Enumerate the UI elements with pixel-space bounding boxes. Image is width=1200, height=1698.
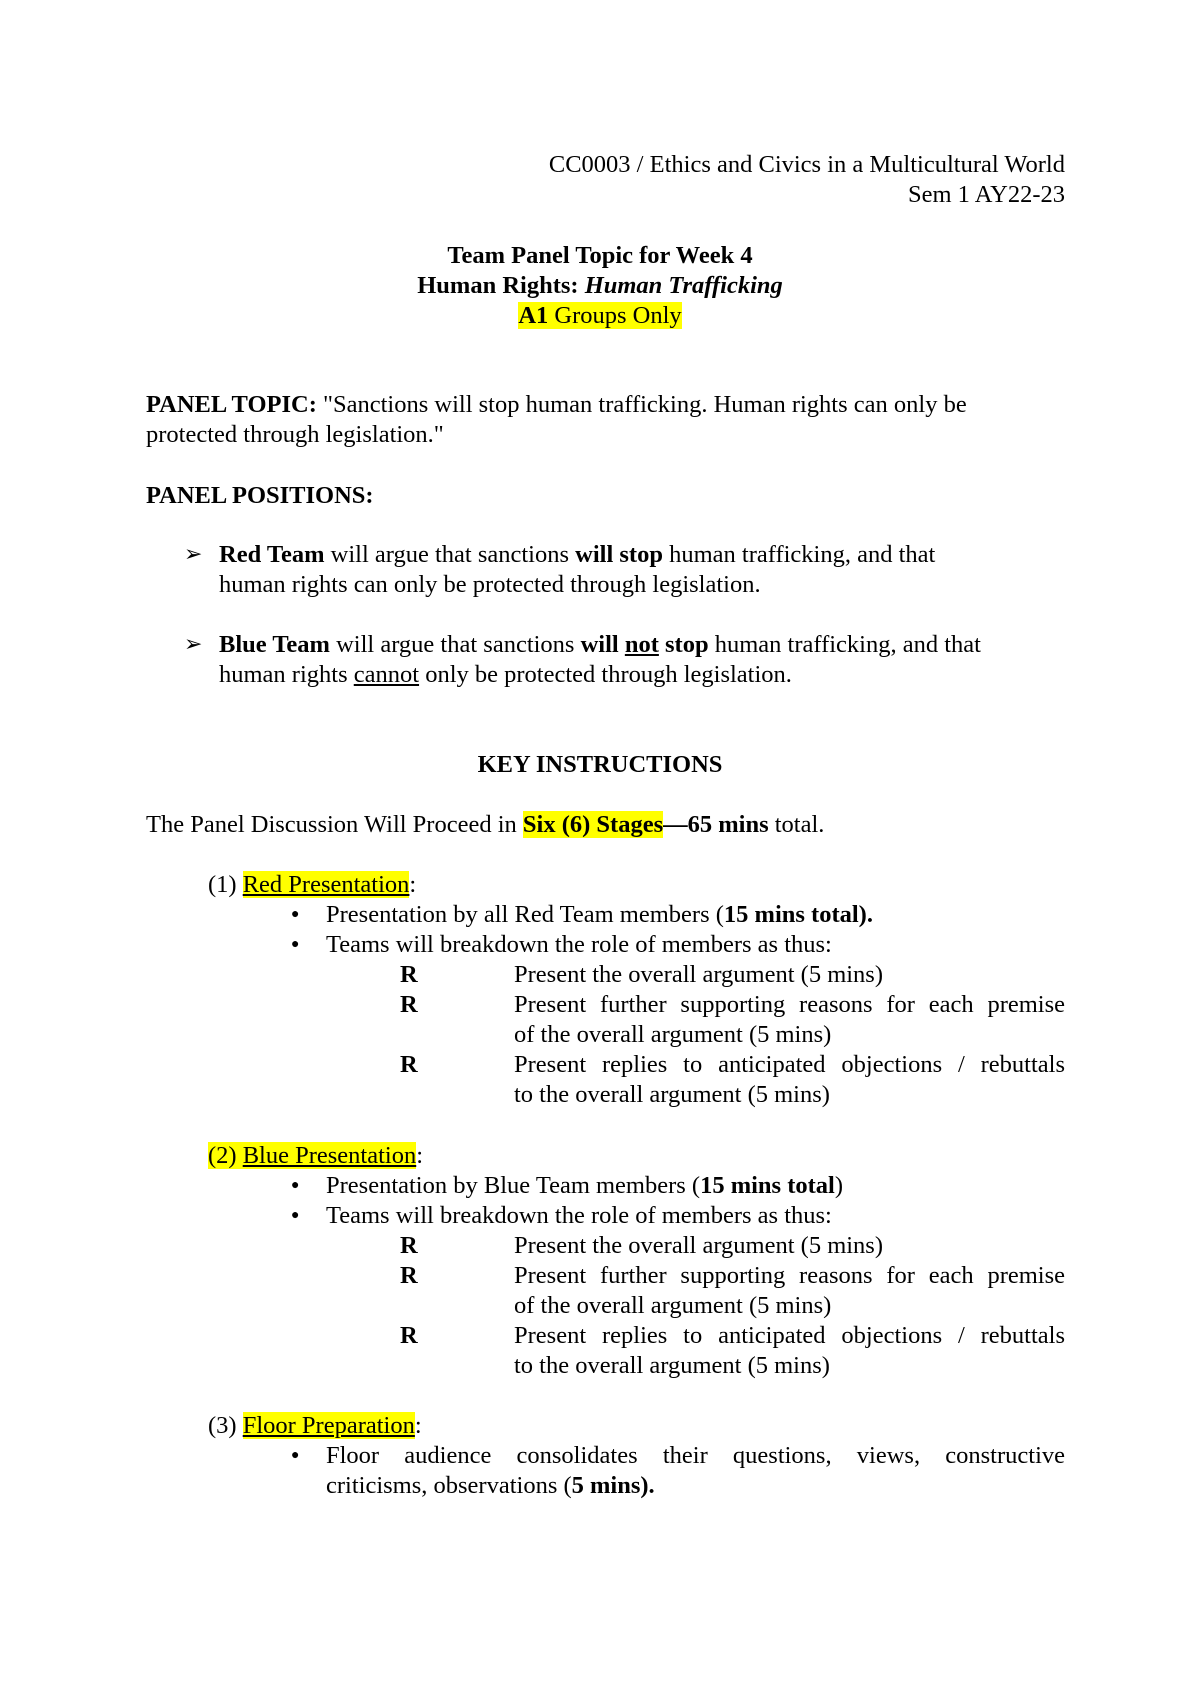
title-topic-italic: Human Trafficking bbox=[584, 272, 783, 299]
stage-1-bullet-1 bbox=[326, 900, 1066, 930]
red-text-1: will argue that sanctions bbox=[324, 541, 576, 568]
stage-2-title: Blue Presentation bbox=[242, 1142, 417, 1169]
stage-1-title: Red Presentation bbox=[242, 871, 410, 898]
stage-2-role-2-line2: of the overall argument (5 mins) bbox=[514, 1292, 832, 1319]
blue-team-position-line1 bbox=[219, 630, 1079, 660]
stage-2-number: (2) bbox=[208, 1142, 243, 1169]
stage-3-heading bbox=[208, 1411, 422, 1441]
role-r-marker: R bbox=[400, 991, 418, 1018]
intro-text: The Panel Discussion Will Proceed in bbox=[146, 811, 523, 838]
title-topic bbox=[200, 271, 1000, 301]
blue-will: will bbox=[580, 631, 619, 658]
blue-team-label: Blue Team bbox=[219, 631, 330, 658]
groups-text: Groups Only bbox=[548, 302, 682, 329]
bullet-icon: ● bbox=[291, 1178, 300, 1193]
bullet-icon: ● bbox=[291, 937, 300, 952]
panel-topic-text: "Sanctions will stop human trafficking. Human rights can only be bbox=[316, 391, 967, 418]
stage-3-title: Floor Preparation bbox=[242, 1412, 415, 1439]
blue-text-2: human trafficking, and that bbox=[708, 631, 981, 658]
blue-not: not bbox=[624, 631, 659, 658]
stage-3-bullet-text: criticisms, observations ( bbox=[326, 1472, 572, 1499]
stage-2-role-3-line1: Present replies to anticipated objections / rebuttals bbox=[514, 1322, 1065, 1349]
panel-topic-line1 bbox=[146, 390, 1076, 420]
stage-1-bullet-2: Teams will breakdown the role of members as thus: bbox=[326, 931, 832, 958]
stage-3-bullet-1-line1: Floor audience consolidates their questions, views, constructive bbox=[326, 1442, 1065, 1469]
arrow-bullet-icon: ➢ bbox=[184, 632, 203, 657]
role-r-marker: R bbox=[400, 1322, 418, 1349]
semester-label: Sem 1 AY22-23 bbox=[907, 181, 1065, 208]
intro-mins: 65 mins bbox=[687, 811, 769, 838]
blue-stop: stop bbox=[665, 631, 709, 658]
stage-3-colon: : bbox=[414, 1412, 422, 1439]
stage-2-heading bbox=[208, 1141, 423, 1171]
bullet-icon: ● bbox=[291, 907, 300, 922]
stage-1-bullet-1-bold: 15 mins total). bbox=[723, 901, 873, 928]
arrow-bullet-icon: ➢ bbox=[184, 542, 203, 567]
stage-1-role-2-line2: of the overall argument (5 mins) bbox=[514, 1021, 832, 1048]
title-week: Team Panel Topic for Week 4 bbox=[447, 242, 753, 269]
blue-line2-b: only be protected through legislation. bbox=[419, 661, 792, 688]
panel-topic-line2: protected through legislation." bbox=[146, 421, 444, 448]
stage-1-bullet-1-text: Presentation by all Red Team members ( bbox=[326, 901, 724, 928]
stage-1-role-3-line2: to the overall argument (5 mins) bbox=[514, 1081, 830, 1108]
blue-line2-a: human rights bbox=[219, 661, 354, 688]
stage-1-number: (1) bbox=[208, 871, 243, 898]
panel-topic-label: PANEL TOPIC: bbox=[146, 391, 317, 418]
blue-cannot: cannot bbox=[353, 661, 420, 688]
key-instructions-intro bbox=[146, 810, 1076, 840]
role-r-marker: R bbox=[400, 1051, 418, 1078]
bullet-icon: ● bbox=[291, 1448, 300, 1463]
panel-positions-label: PANEL POSITIONS: bbox=[146, 482, 374, 509]
role-r-marker: R bbox=[400, 1232, 418, 1259]
stage-2-role-3-line2: to the overall argument (5 mins) bbox=[514, 1352, 830, 1379]
intro-stages: Six (6) Stages bbox=[522, 811, 664, 838]
role-r-marker: R bbox=[400, 1262, 418, 1289]
red-text-2: human trafficking, and that bbox=[662, 541, 936, 568]
red-emph: will stop bbox=[575, 541, 663, 568]
stage-1-heading bbox=[208, 870, 416, 900]
stage-1-role-3-line1: Present replies to anticipated objections / rebuttals bbox=[514, 1051, 1065, 1078]
stage-2-bullet-1-bold: 15 mins total bbox=[700, 1172, 835, 1199]
stage-1-colon: : bbox=[409, 871, 417, 898]
red-team-position-line2: human rights can only be protected through legislation. bbox=[219, 571, 761, 598]
blue-team-position-line2 bbox=[219, 660, 1079, 690]
blue-text-1: will argue that sanctions bbox=[329, 631, 581, 658]
intro-dash: — bbox=[663, 811, 688, 838]
title-groups bbox=[200, 301, 1000, 331]
stage-2-bullet-1-text: Presentation by Blue Team members ( bbox=[326, 1172, 701, 1199]
stage-2-bullet-1 bbox=[326, 1171, 1066, 1201]
stage-1-role-1: Present the overall argument (5 mins) bbox=[514, 961, 883, 988]
stage-3-number: (3) bbox=[208, 1412, 243, 1439]
stage-2-role-2-line1: Present further supporting reasons for each premise bbox=[514, 1262, 1065, 1289]
title-topic-prefix: Human Rights: bbox=[417, 272, 585, 299]
role-r-marker: R bbox=[400, 961, 418, 988]
stage-1-role-2-line1: Present further supporting reasons for each premise bbox=[514, 991, 1065, 1018]
stage-3-bullet-1-line2 bbox=[326, 1471, 1065, 1501]
bullet-icon: ● bbox=[291, 1208, 300, 1223]
course-title: CC0003 / Ethics and Civics in a Multicultural World bbox=[548, 151, 1065, 178]
stage-2-bullet-1-close: ) bbox=[834, 1172, 844, 1199]
groups-code: A1 bbox=[518, 302, 549, 329]
red-team-position-line1 bbox=[219, 540, 1079, 570]
intro-total: total. bbox=[768, 811, 825, 838]
stage-3-bullet-bold: 5 mins). bbox=[571, 1472, 655, 1499]
red-team-label: Red Team bbox=[219, 541, 325, 568]
stage-2-role-1: Present the overall argument (5 mins) bbox=[514, 1232, 883, 1259]
key-instructions-heading: KEY INSTRUCTIONS bbox=[477, 751, 723, 778]
stage-2-colon: : bbox=[416, 1142, 424, 1169]
stage-2-bullet-2: Teams will breakdown the role of members as thus: bbox=[326, 1202, 832, 1229]
